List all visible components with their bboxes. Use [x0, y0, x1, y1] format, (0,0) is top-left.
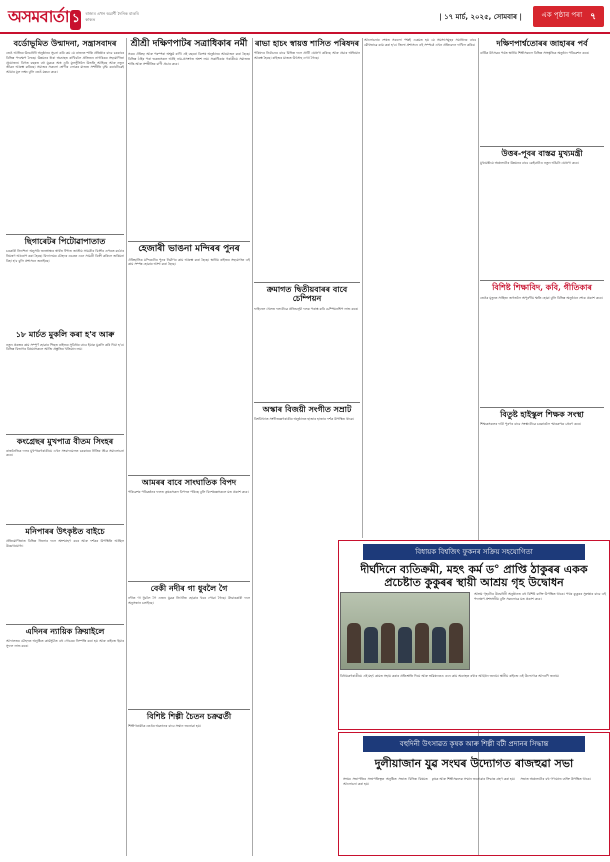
article-body: ঐতিহাসিক মন্দিৰটোৰ পুনৰ নিৰ্মাণৰ কাম আৰম্ভ কৰা হৈছে। স্থানীয় ৰাইজৰ সহযোগত এই কাম সম্পন্ন হোৱাৰ আশা কৰা হৈছে। [128, 257, 250, 267]
article-body: শিল্পীগৰাকীক তেওঁৰ অৱদানৰ বাবে সন্মান জনোৱা হয়। [128, 724, 201, 729]
headline: মনিপাৰৰ উৎকৃষ্টত বাইচে [25, 525, 105, 536]
article-body: পৰিষদৰ নিৰ্বাচনৰ বাবে বিভিন্ন দলে প্ৰাৰ্থী ঘোষণা কৰিছে আৰু প্ৰচাৰ অভিযান আৰম্ভ হৈছে। ৰাইজৰ মাজত উৎসাহ দেখা গৈছে। [254, 51, 360, 60]
headline: বৰ্ডোভূমিত উন্মাদনা, সন্ত্ৰাসবাদৰ [13, 38, 117, 48]
headline: কংগ্ৰেছৰ মুখপাত্ৰ বীতম সিংহৰ [16, 435, 114, 446]
article-body: ৰাজনৈতিক দলৰ মুখপাত্ৰগৰাকীয়ে এখন সংবাদমেলত চৰকাৰৰ নীতিৰ তীব্ৰ সমালোচনা কৰে। [6, 448, 124, 458]
logo-badge: ১ [70, 10, 81, 30]
article-body: নতুন প্ৰকল্পৰ কাম সম্পূৰ্ণ হোৱাৰ পিছত ৰাইজৰ সুবিধাৰ বাবে ইয়াক মুকলি কৰি দিয়া হ'ব। বিভিন্ন বিভাগৰ বিষয়াসকলে আজি প্ৰস্তুতিৰ খতিয়ান লয়। [6, 342, 124, 352]
article-body: মুখ্যমন্ত্ৰীয়ে অঞ্চলটোৰ উন্নয়নৰ বাবে কেইবাটাও নতুন আঁচনি ঘোষণা কৰে। [480, 161, 579, 166]
article-body: আদালতৰ চৌহদত অনুষ্ঠিত কাৰ্যসূচীত বহু গোচৰৰ নিষ্পত্তি কৰা হয় আৰু ৰাইজে ইয়াৰ সুফল লাভ কৰে। [6, 639, 124, 648]
feature-photo [340, 592, 470, 670]
article-body: প্ৰতিযোগিতাত বিভিন্ন জিলাৰ দলে অংশগ্ৰহণ কৰে আৰু দৰ্শকৰ উপস্থিতি আছিল উল্লেখযোগ্য। [6, 538, 124, 548]
feature-kicker: বহুদিনী উৎসাৱত কৃষক আৰু শিল্পী বটী প্ৰদানৰ সিদ্ধান্ত [363, 736, 585, 752]
column-2 [128, 38, 250, 807]
column-3 [254, 38, 360, 530]
headline: হেজাৰী ভাঙনা মন্দিৰৰ পুনৰ [138, 244, 240, 255]
article-body: তেওঁ আজিৰ উদ্বোধনী অনুষ্ঠানৰ সূচনা কৰি কয় যে ৰাজ্যত শান্তি প্ৰতিষ্ঠাৰ বাবে চৰকাৰে বিভিন্ন পদক্ষেপ লৈছে। উন্নয়নৰ ধাৰা অব্যাহত ৰাখিবলৈ প্ৰতিজন নাগৰিকৰ সহযোগিতা প্ৰয়োজন। বিগত বছৰত বহু যুৱকে অস্ত্ৰ এৰি মূলসুঁতিলৈ উভতি আহিছে আৰু নতুন জীৱন আৰম্ভ কৰিছে। সমাজৰ সকলো শ্ৰেণীৰ লোকৰ মাজত সম্প্ৰীতি বৃদ্ধি কৰাটোৱেই আমাৰ মূল লক্ষ্য বুলি তেওঁ মন্তব্য কৰে। [6, 51, 124, 74]
column-divider [362, 38, 363, 538]
feature-headline: দুলীয়াজান যুৱ সংঘৰ উদ্যোগত ৰাজহুৱা সভা [374, 757, 574, 770]
masthead [0, 0, 610, 34]
headline: বিশিষ্ট শিক্ষাবিদ, কবি, গীতিকাৰ [492, 282, 592, 293]
column-4 [364, 38, 476, 531]
headline: ৰাভা হাচং স্বায়ত্ত শাসিত পৰিষদৰ [254, 38, 360, 48]
page-number: ৭ [590, 12, 596, 22]
feature-body: বিধায়কগৰাকীয়ে এই মহৎ কামত সহায় কৰাৰ প্ৰতিশ্ৰুতি দিয়ে আৰু ভৱিষ্যতেও এনে কাম অব্যাহত ৰখাৰ আহ্বান জনায়। স্থানীয় ৰাইজে এই উদ্যোগক আদৰণি জনায়। [340, 674, 560, 678]
feature-body: সংঘৰ সভাপতিৰ সভাপতিত্বত অনুষ্ঠিত সভাত বিভিন্ন বিষয়ত আলোচনা কৰা হয়। [343, 777, 428, 786]
feature-box [338, 732, 610, 856]
headline: শ্ৰীশ্ৰী দক্ষিণপাটৰ সত্ৰাধিকাৰ নৰ্মী [130, 39, 248, 49]
headline: উত্তৰ-পূবৰ বাস্তৱ মুখ্যমন্ত্ৰী [501, 148, 583, 159]
headline: ক্ৰমাগত দ্বিতীয়বাৰৰ বাবে চেম্পিয়ন [266, 284, 348, 304]
headline: আমৰৰ বাবে সাংঘাতিক বিপদ [141, 476, 237, 487]
column-divider [126, 38, 127, 856]
headline: বিতুষ্ট হাইস্কুল শিক্ষক সংস্থা [500, 408, 584, 419]
article-body: ফাইনেল খেলত দলটোৱে প্ৰতিদ্বন্দ্বী দলক পৰাস্ত কৰি চেম্পিয়নশ্বিপ লাভ কৰে। [254, 306, 359, 311]
newspaper-logo: অসমবাৰ্তা ১ [8, 4, 81, 31]
headline: এদিনৰ ন্যায়িক ক্ৰিয়াইলে [25, 625, 105, 636]
feature-body: সভাত অঞ্চলটোৰ বহু গণ্যমান্য ব্যক্তি উপস্থিত থাকে। [520, 777, 591, 781]
article-body: নদীত গা ধুবলৈ গৈ এজন যুৱক নিখোঁজ হোৱাৰ খবৰ পোৱা গৈছে। উদ্ধাৰকাৰী দলে অনুসন্ধান চলাইছে। [128, 596, 250, 605]
headline: ছিগাৰেটৰ পিটোৱাপাতাত [24, 236, 106, 247]
page-label: এক পৃষ্ঠাৰ পৰা [541, 11, 583, 19]
headline: বেকী নদীৰ গা ধুবলৈ গৈ [150, 582, 228, 593]
column-divider [252, 38, 253, 856]
headline: দক্ষিণপাৰ্শ্বতোৰৰ জাহাৰৰ পৰ্ব [496, 38, 588, 48]
article-body: সত্ৰৰ ঐতিহ্য আৰু পৰম্পৰা অক্ষুণ্ণ ৰাখি এই বছৰো বিশেষ অনুষ্ঠানৰ আয়োজন কৰা হৈছে। বিভিন্ন ঠাইৰ পৰা ভকতসকল আহি নাম-প্ৰসংগত অংশ লয়। সত্ৰাধিকাৰ গৰাকীয়ে সমাজত শান্তি আৰু সম্প্ৰীতিৰ বাণী প্ৰচাৰ কৰে। [128, 52, 250, 66]
feature-body: আশ্ৰয় গৃহটোৰ উদ্বোধনী অনুষ্ঠানত বহু বিশিষ্ট ব্যক্তি উপস্থিত থাকে। পথৰ কুকুৰৰ সুৰক্ষাৰ বাবে এই পদক্ষেপ প্ৰশংসনীয় বুলি সকলোৱে মত প্ৰকাশ কৰে। [474, 592, 606, 601]
feature-kicker: বিধায়ক বিশ্বজিৎ ফুকনৰ সক্ৰিয় সহযোগিতা [363, 544, 585, 560]
article-body: পৰিৱেশৰ পৰিৱৰ্তনৰ ফলত কৃষকসকল বিপদত পৰিছে বুলি বিশেষজ্ঞসকলে মত প্ৰকাশ কৰে। [128, 489, 249, 494]
dateline: | ১৭ মাৰ্চ, ২০২৫, সোমবাৰ | [439, 13, 522, 21]
feature-headline: দীৰ্ঘদিনে ব্যতিক্ৰমী, মহৎ কৰ্ম ড° প্ৰাপ্তি ঠাকুৰৰ একক প্ৰচেষ্টাত কুকুৰৰ স্থায়ী আশ্ৰয় গৃহ উদ্বোধন [360, 563, 588, 589]
article-body: তেওঁৰ মৃত্যুত সাহিত্য জগতলৈ অপূৰণীয় ক্ষতি হোৱা বুলি বিভিন্ন অনুষ্ঠানে শোক প্ৰকাশ কৰে। [480, 295, 603, 300]
article-body: বাৰ্ষিক উৎসৱৰ পৰ্বত স্থানীয় শিল্পীসকলে বিভিন্ন সাংস্কৃতিক অনুষ্ঠান পৰিৱেশন কৰে। [480, 51, 590, 56]
headline: বিশিষ্ট শিল্পী চৈতন চক্ৰৱৰ্তী [146, 711, 232, 722]
article-body: শিক্ষকসকলৰ দাবী পূৰণৰ বাবে সংস্থাটোৱে চৰকাৰলৈ স্মাৰকপত্ৰ প্ৰেৰণ কৰে। [480, 421, 581, 426]
column-5 [480, 38, 604, 493]
article-body: চৰকাৰী নিৰ্দেশনা অনুসৰি জনস্বাস্থ্যৰ স্বাৰ্থত ধঁপাত জাতীয় সামগ্ৰীৰ বিক্ৰীৰ ওপৰত কঠোৰ নিয়ন্ত্ৰণ আৰোপ কৰা হৈছে। বিদ্যালয়ৰ চৌহদৰ ওচৰত এনে সামগ্ৰী বিক্ৰী কৰিলে জৰিমনা বিহা হ'ব বুলি প্ৰশাসনে জনাইছে। [6, 249, 124, 263]
headline: অস্কাৰ বিজয়ী সংগীত সম্ৰাট [262, 403, 352, 414]
headline: ১৮ মাৰ্চত মুকলি কৰা হ'ব আৰু [15, 329, 115, 340]
logo-tagline: ৰাজ্যৰ এখন অগ্ৰণী দৈনিক বাতৰি কাকত [85, 11, 139, 22]
feature-body: কৃষক আৰু শিল্পীসকলক সন্মান জনোৱাৰ সিদ্ধান্ত গ্ৰহণ কৰা হয়। [431, 777, 516, 781]
article-body: আলোচনাৰ শেষত সকলো পক্ষই একমত হয় যে সমস্যাসমূহৰ সমাধানৰ বাবে যৌথভাৱে কাম কৰা হ'ব। জিলা প্ৰশাসনে এই সম্পৰ্কে এখন প্ৰতিবেদন দাখিল কৰিব। [364, 38, 476, 47]
article-body: বিশ্ববিখ্যাত সংগীতজ্ঞগৰাকীৰ অনুষ্ঠানত হাজাৰ হাজাৰ দৰ্শক উপস্থিত থাকে। [254, 416, 355, 421]
page-indicator [533, 6, 604, 27]
column-1 [6, 38, 124, 782]
